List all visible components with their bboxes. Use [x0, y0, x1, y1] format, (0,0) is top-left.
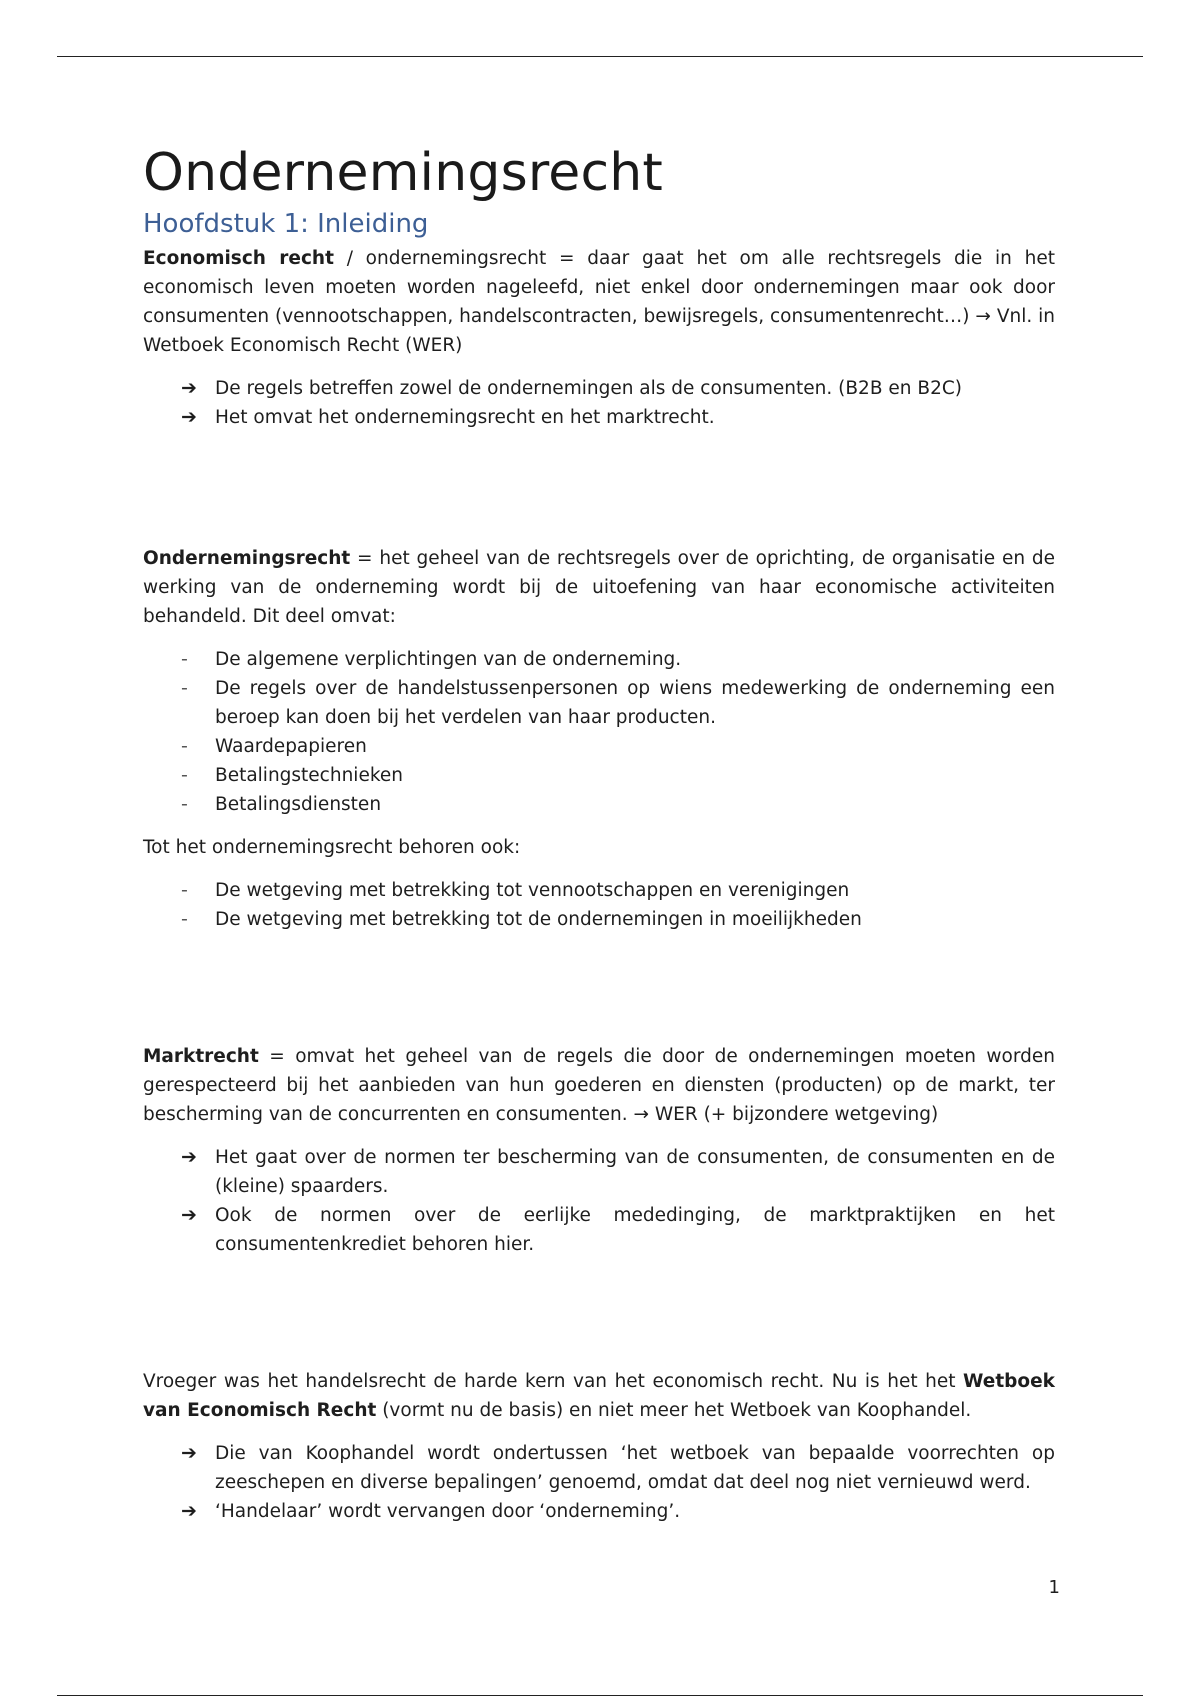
definition-text: / ondernemingsrecht = daar gaat het om alle rechtsregels die in het economisch leven moeten worden nageleefd, niet enkel door ondernemingen maar ook door consumenten (vennootschappen, handelscontracten, bewijsregels, consumentenrecht…) → Vnl. in Wetboek Economisch Recht (WER) — [143, 248, 1056, 356]
list-item — [143, 645, 1055, 674]
list-item-text: De regels betreffen zowel de ondernemingen als de consumenten. (B2B en B2C) — [215, 378, 962, 399]
list-item — [143, 403, 1055, 432]
history-text-before: Vroeger was het handelsrecht de harde kern van het economisch recht. Nu is het het — [143, 1371, 964, 1392]
arrow-icon: ➔ — [181, 1146, 197, 1168]
dash-icon: - — [181, 793, 188, 815]
list-item — [143, 374, 1055, 403]
arrow-icon: ➔ — [181, 1442, 197, 1464]
list-item-text: De algemene verplichtingen van de onderneming. — [215, 649, 682, 670]
arrow-list — [143, 1439, 1055, 1526]
dash-icon: - — [181, 764, 188, 786]
list-item-text: Betalingsdiensten — [215, 794, 382, 815]
definition-text: = omvat het geheel van de regels die door de ondernemingen moeten worden gerespecteerd bij het aanbieden van hun goederen en diensten (producten) op de markt, ter bescherming van de concurrenten en consumenten. → WER (+ bijzondere wetgeving) — [143, 1046, 1055, 1125]
definition-text: = het geheel van de rechtsregels over de oprichting, de organisatie en de werking van de onderneming wordt bij de uitoefening van haar economische activiteiten behandeld. Dit deel omvat: — [143, 548, 1055, 627]
term-ondernemingsrecht: Ondernemingsrecht — [143, 548, 351, 569]
ondernemingsrecht-definition — [143, 544, 1055, 631]
list-item — [143, 732, 1055, 761]
chapter-heading: Hoofdstuk 1: Inleiding — [143, 209, 429, 239]
list-item — [143, 876, 1055, 905]
list-item-text: Betalingstechnieken — [215, 765, 403, 786]
footer-rule — [57, 1695, 1143, 1696]
marktrecht-definition — [143, 1042, 1055, 1129]
arrow-icon: ➔ — [181, 377, 197, 399]
list-item — [143, 1497, 1055, 1526]
history-text-after: (vormt nu de basis) en niet meer het Wetboek van Koophandel. — [376, 1400, 972, 1421]
list-item-text: De wetgeving met betrekking tot de ondernemingen in moeilijkheden — [215, 909, 862, 930]
dash-icon: - — [181, 735, 188, 757]
dash-icon: - — [181, 648, 188, 670]
list-item-text: Die van Koophandel wordt ondertussen ‘het wetboek van bepaalde voorrechten op zeeschepen en diverse bepalingen’ genoemd, omdat dat deel nog niet vernieuwd werd. — [215, 1443, 1055, 1493]
list-item — [143, 1143, 1055, 1201]
list-item-text: ‘Handelaar’ wordt vervangen door ‘onderneming’. — [215, 1501, 681, 1522]
list-item-text: Het omvat het ondernemingsrecht en het marktrecht. — [215, 407, 715, 428]
document-body — [143, 142, 1055, 1526]
also-intro: Tot het ondernemingsrecht behoren ook: — [143, 837, 521, 858]
document-title: Ondernemingsrecht — [143, 143, 664, 203]
term-wetboek-economisch-recht: Wetboek van Economisch Recht — [143, 1371, 1055, 1421]
term-marktrecht: Marktrecht — [143, 1046, 259, 1067]
dash-icon: - — [181, 677, 188, 699]
list-item-text: Het gaat over de normen ter bescherming van de consumenten, de consumenten en de (kleine) spaarders. — [215, 1147, 1055, 1197]
header-rule — [57, 56, 1143, 57]
arrow-list — [143, 1143, 1055, 1259]
list-item — [143, 1201, 1055, 1259]
list-item — [143, 905, 1055, 934]
list-item-text: Ook de normen over de eerlijke mededinging, de marktpraktijken en het consumentenkrediet behoren hier. — [215, 1205, 1055, 1255]
history-paragraph — [143, 1367, 1055, 1425]
dash-icon: - — [181, 879, 188, 901]
arrow-icon: ➔ — [181, 1500, 197, 1522]
list-item — [143, 761, 1055, 790]
list-item-text: De regels over de handelstussenpersonen op wiens medewerking de onderneming een beroep kan doen bij het verdelen van haar producten. — [215, 678, 1055, 728]
term-economisch-recht: Economisch recht — [143, 248, 334, 269]
dash-icon: - — [181, 908, 188, 930]
page-number: 1 — [1048, 1577, 1060, 1598]
list-item — [143, 1439, 1055, 1497]
dash-list — [143, 645, 1055, 819]
arrow-icon: ➔ — [181, 406, 197, 428]
economisch-recht-definition — [143, 244, 1055, 360]
dash-list — [143, 876, 1055, 934]
arrow-list — [143, 374, 1055, 432]
arrow-icon: ➔ — [181, 1204, 197, 1226]
list-item-text: De wetgeving met betrekking tot vennootschappen en verenigingen — [215, 880, 850, 901]
list-item-text: Waardepapieren — [215, 736, 367, 757]
list-item — [143, 790, 1055, 819]
list-item — [143, 674, 1055, 732]
